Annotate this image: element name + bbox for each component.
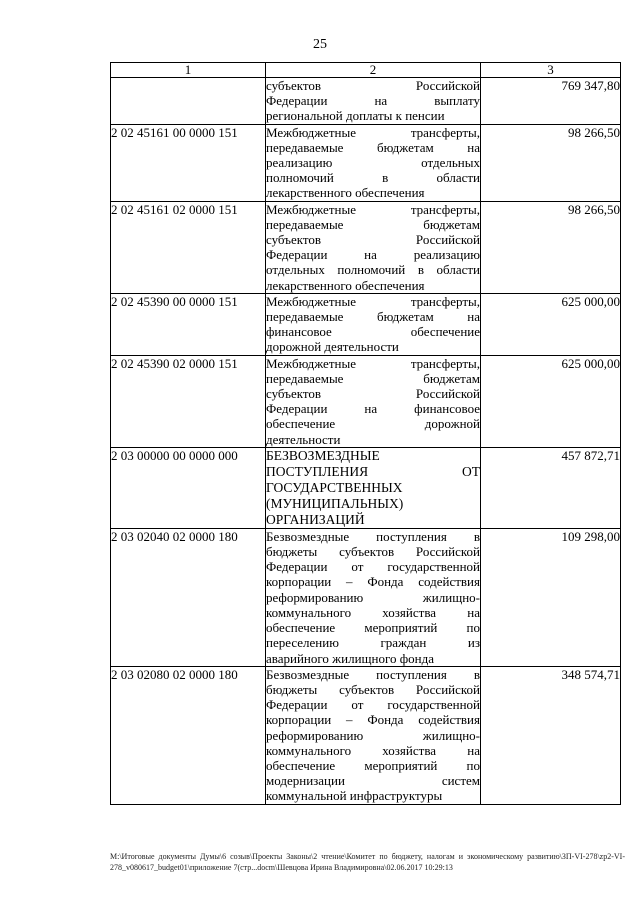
revenue-name-line: Федерации от государственной — [266, 697, 480, 713]
revenue-name-line: ГОСУДАРСТВЕННЫХ — [266, 479, 403, 495]
table-row — [111, 447, 621, 528]
revenue-name-line: Межбюджетные трансферты, — [266, 124, 480, 140]
amount-cell: 98 266,50 — [481, 124, 621, 201]
column-header-amount: 3 — [481, 63, 621, 78]
revenue-name-line: деятельности — [266, 431, 341, 447]
page-number: 25 — [313, 37, 327, 52]
revenue-name-line: БЕЗВОЗМЕЗДНЫЕ — [266, 447, 380, 463]
table-row — [111, 293, 621, 355]
budget-table — [110, 62, 621, 805]
budget-code-cell: 2 03 00000 00 0000 000 — [111, 447, 266, 528]
revenue-name-line: переселению граждан из — [266, 635, 480, 651]
revenue-name-cell — [266, 666, 481, 804]
revenue-name-line: передаваемые бюджетам на — [266, 139, 480, 155]
revenue-name-line: отдельных полномочий в области — [266, 262, 480, 278]
budget-code-cell: 2 03 02040 02 0000 180 — [111, 528, 266, 666]
revenue-name-line: коммунального хозяйства на — [266, 604, 480, 620]
revenue-name-line: коммунальной инфраструктуры — [266, 788, 443, 804]
budget-code-cell: 2 02 45390 02 0000 151 — [111, 355, 266, 447]
revenue-name-line: реформированию жилищно- — [266, 727, 480, 743]
revenue-name-line: бюджеты субъектов Российской — [266, 681, 480, 697]
revenue-name-line: субъектов Российской — [266, 78, 480, 93]
revenue-name-line: Безвозмездные поступления в — [266, 666, 480, 682]
revenue-name-line: (МУНИЦИПАЛЬНЫХ) — [266, 495, 404, 511]
revenue-name-cell — [266, 447, 481, 528]
revenue-name-line: передаваемые бюджетам — [266, 370, 480, 386]
revenue-name-line: Межбюджетные трансферты, — [266, 201, 480, 217]
revenue-name-line: Межбюджетные трансферты, — [266, 355, 480, 371]
revenue-name-line: дорожной деятельности — [266, 339, 399, 355]
amount-cell: 769 347,80 — [481, 78, 621, 125]
revenue-name-line: обеспечение дорожной — [266, 416, 480, 432]
revenue-name-cell — [266, 124, 481, 201]
revenue-name-line: коммунального хозяйства на — [266, 742, 480, 758]
revenue-name-line: лекарственного обеспечения — [266, 185, 425, 201]
amount-cell: 625 000,00 — [481, 293, 621, 355]
revenue-name-line: передаваемые бюджетам — [266, 216, 480, 232]
revenue-name-line: Федерации на финансовое — [266, 401, 480, 417]
footer-line: М:\Итоговые документы Думы\6 созыв\Проекты Законы\2 чтение\Комитет по бюджету, налогам и экономическому развитию\ЗП-VI-278\zp2-VI- — [110, 852, 625, 861]
file-path-footer — [110, 851, 625, 873]
budget-code-cell — [111, 78, 266, 125]
revenue-name-line: модернизации систем — [266, 773, 480, 789]
revenue-name-line: корпорации – Фонда содействия — [266, 712, 480, 728]
revenue-name-line: обеспечение мероприятий по — [266, 620, 480, 636]
revenue-name-line: ОРГАНИЗАЦИЙ — [266, 511, 365, 527]
budget-code-cell: 2 02 45390 00 0000 151 — [111, 293, 266, 355]
revenue-name-line: финансовое обеспечение — [266, 324, 480, 340]
revenue-name-line: Межбюджетные трансферты, — [266, 293, 480, 309]
revenue-name-line: корпорации – Фонда содействия — [266, 574, 480, 590]
revenue-name-line: аварийного жилищного фонда — [266, 650, 435, 666]
revenue-name-line: полномочий в области — [266, 170, 480, 186]
table-row — [111, 78, 621, 125]
revenue-name-line: реализацию отдельных — [266, 155, 480, 171]
amount-cell: 98 266,50 — [481, 201, 621, 293]
revenue-name-line: Федерации на выплату — [266, 93, 480, 109]
table-row — [111, 528, 621, 666]
revenue-name-cell — [266, 528, 481, 666]
amount-cell: 109 298,00 — [481, 528, 621, 666]
revenue-name-line: региональной доплаты к пенсии — [266, 108, 445, 124]
table-row — [111, 124, 621, 201]
amount-cell: 457 872,71 — [481, 447, 621, 528]
table-row — [111, 355, 621, 447]
column-header-name: 2 — [266, 63, 481, 78]
revenue-name-line: реформированию жилищно- — [266, 589, 480, 605]
table-row — [111, 201, 621, 293]
revenue-name-line: Федерации на реализацию — [266, 247, 480, 263]
revenue-name-line: ПОСТУПЛЕНИЯ ОТ — [266, 463, 480, 479]
budget-code-cell: 2 02 45161 00 0000 151 — [111, 124, 266, 201]
revenue-name-line: Федерации от государственной — [266, 559, 480, 575]
table-row — [111, 666, 621, 804]
table-body — [111, 78, 621, 805]
revenue-name-cell — [266, 293, 481, 355]
budget-code-cell: 2 02 45161 02 0000 151 — [111, 201, 266, 293]
amount-cell: 625 000,00 — [481, 355, 621, 447]
revenue-name-cell — [266, 78, 481, 125]
footer-line: 278_v080617_budget01\приложение 7(стр...docm\Шевцова Ирина Владимировна\02.06.2017 10:29:13 — [110, 863, 453, 872]
revenue-name-line: Безвозмездные поступления в — [266, 528, 480, 544]
revenue-name-line: бюджеты субъектов Российской — [266, 544, 480, 560]
revenue-name-line: субъектов Российской — [266, 386, 480, 402]
revenue-name-line: лекарственного обеспечения — [266, 277, 425, 293]
revenue-name-line: субъектов Российской — [266, 232, 480, 248]
column-header-code: 1 — [111, 63, 266, 78]
header-row — [111, 63, 621, 78]
revenue-name-cell — [266, 355, 481, 447]
amount-cell: 348 574,71 — [481, 666, 621, 804]
revenue-name-line: передаваемые бюджетам на — [266, 309, 480, 325]
revenue-name-line: обеспечение мероприятий по — [266, 757, 480, 773]
revenue-name-cell — [266, 201, 481, 293]
budget-code-cell: 2 03 02080 02 0000 180 — [111, 666, 266, 804]
